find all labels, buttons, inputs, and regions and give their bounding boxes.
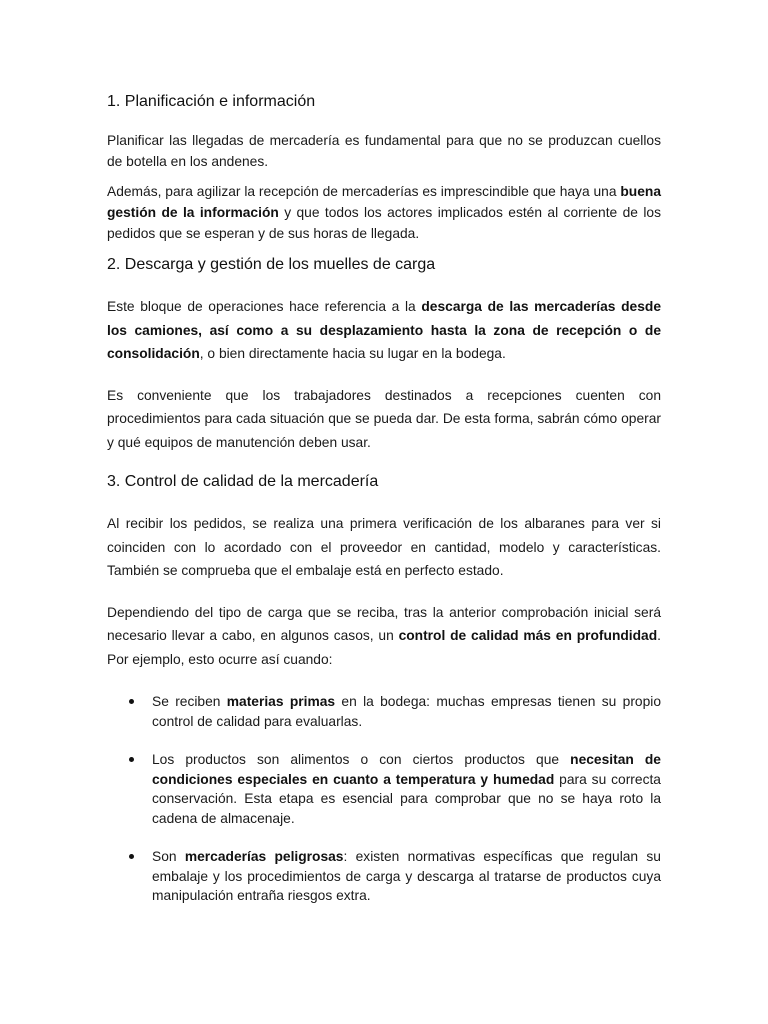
paragraph-text: Es conveniente que los trabajadores destinados a recepciones cuenten con procedimientos para cada situación que se pueda dar. De esta forma, sabrán cómo operar y qué equipos de manutención deben usar. [107, 387, 661, 450]
list-item-text: : existen normativas específicas que regulan su embalaje y los procedimientos de carga y descarga al tratarse de productos cuya manipulación entraña riesgos extra. [152, 849, 661, 903]
list-item-text: Son [152, 849, 185, 864]
list-item [107, 692, 661, 731]
section-1-heading: 1. Planificación e información [107, 93, 316, 110]
bold-text: necesitan de condiciones especiales en cuanto a temperatura y humedad [152, 752, 661, 787]
bold-text: mercaderías peligrosas [184, 849, 344, 864]
conditions-list [107, 692, 661, 906]
section-3-heading: 3. Control de calidad de la mercadería [107, 473, 379, 490]
section-1-paragraph-1 [107, 130, 661, 172]
paragraph-text: Además, para agilizar la recepción de mercaderías es imprescindible que haya una [107, 184, 621, 199]
section-3-paragraph-2 [107, 601, 661, 672]
document-page [107, 90, 661, 906]
paragraph-text: Este bloque de operaciones hace referencia a la [107, 299, 422, 314]
section-3-paragraph-1 [107, 512, 661, 583]
list-item-text: Los productos son alimentos o con ciertos productos que [152, 752, 571, 767]
list-item [107, 847, 661, 906]
section-2-paragraph-1 [107, 295, 661, 366]
bold-text: materias primas [226, 694, 336, 709]
section-2-heading: 2. Descarga y gestión de los muelles de carga [107, 256, 436, 273]
bold-text: buena gestión de la información [107, 184, 661, 220]
section-2-paragraph-2 [107, 384, 661, 455]
section-1-paragraph-2 [107, 181, 661, 244]
paragraph-text: y que todos los actores implicados estén al corriente de los pedidos que se esperan y de sus horas de llegada. [107, 205, 661, 241]
list-item-text: en la bodega: muchas empresas tienen su propio control de calidad para evaluarlas. [152, 694, 661, 729]
paragraph-text: . Por ejemplo, esto ocurre así cuando: [107, 628, 662, 667]
list-item-text: para su correcta conservación. Esta etapa es esencial para comprobar que no se haya roto la cadena de almacenaje. [152, 771, 661, 826]
paragraph-text: Planificar las llegadas de mercadería es fundamental para que no se produzcan cuellos de botella en los andenes. [107, 133, 661, 169]
paragraph-text: Dependiendo del tipo de carga que se reciba, tras la anterior comprobación inicial será necesario llevar a cabo, en algunos casos, un [107, 604, 661, 643]
bold-text: control de calidad más en profundidad [398, 628, 658, 643]
bold-text: descarga de las mercaderías desde los camiones, así como a su desplazamiento hasta la zona de recepción o de consolidación [107, 299, 661, 361]
list-item [107, 750, 661, 828]
paragraph-text: Al recibir los pedidos, se realiza una primera verificación de los albaranes para ver si coinciden con lo acordado con el proveedor en cantidad, modelo y características. También se comprueba que el embalaje está en perfecto estado. [107, 516, 661, 578]
paragraph-text: , o bien directamente hacia su lugar en la bodega. [199, 346, 506, 361]
list-item-text: Se reciben [152, 694, 227, 709]
